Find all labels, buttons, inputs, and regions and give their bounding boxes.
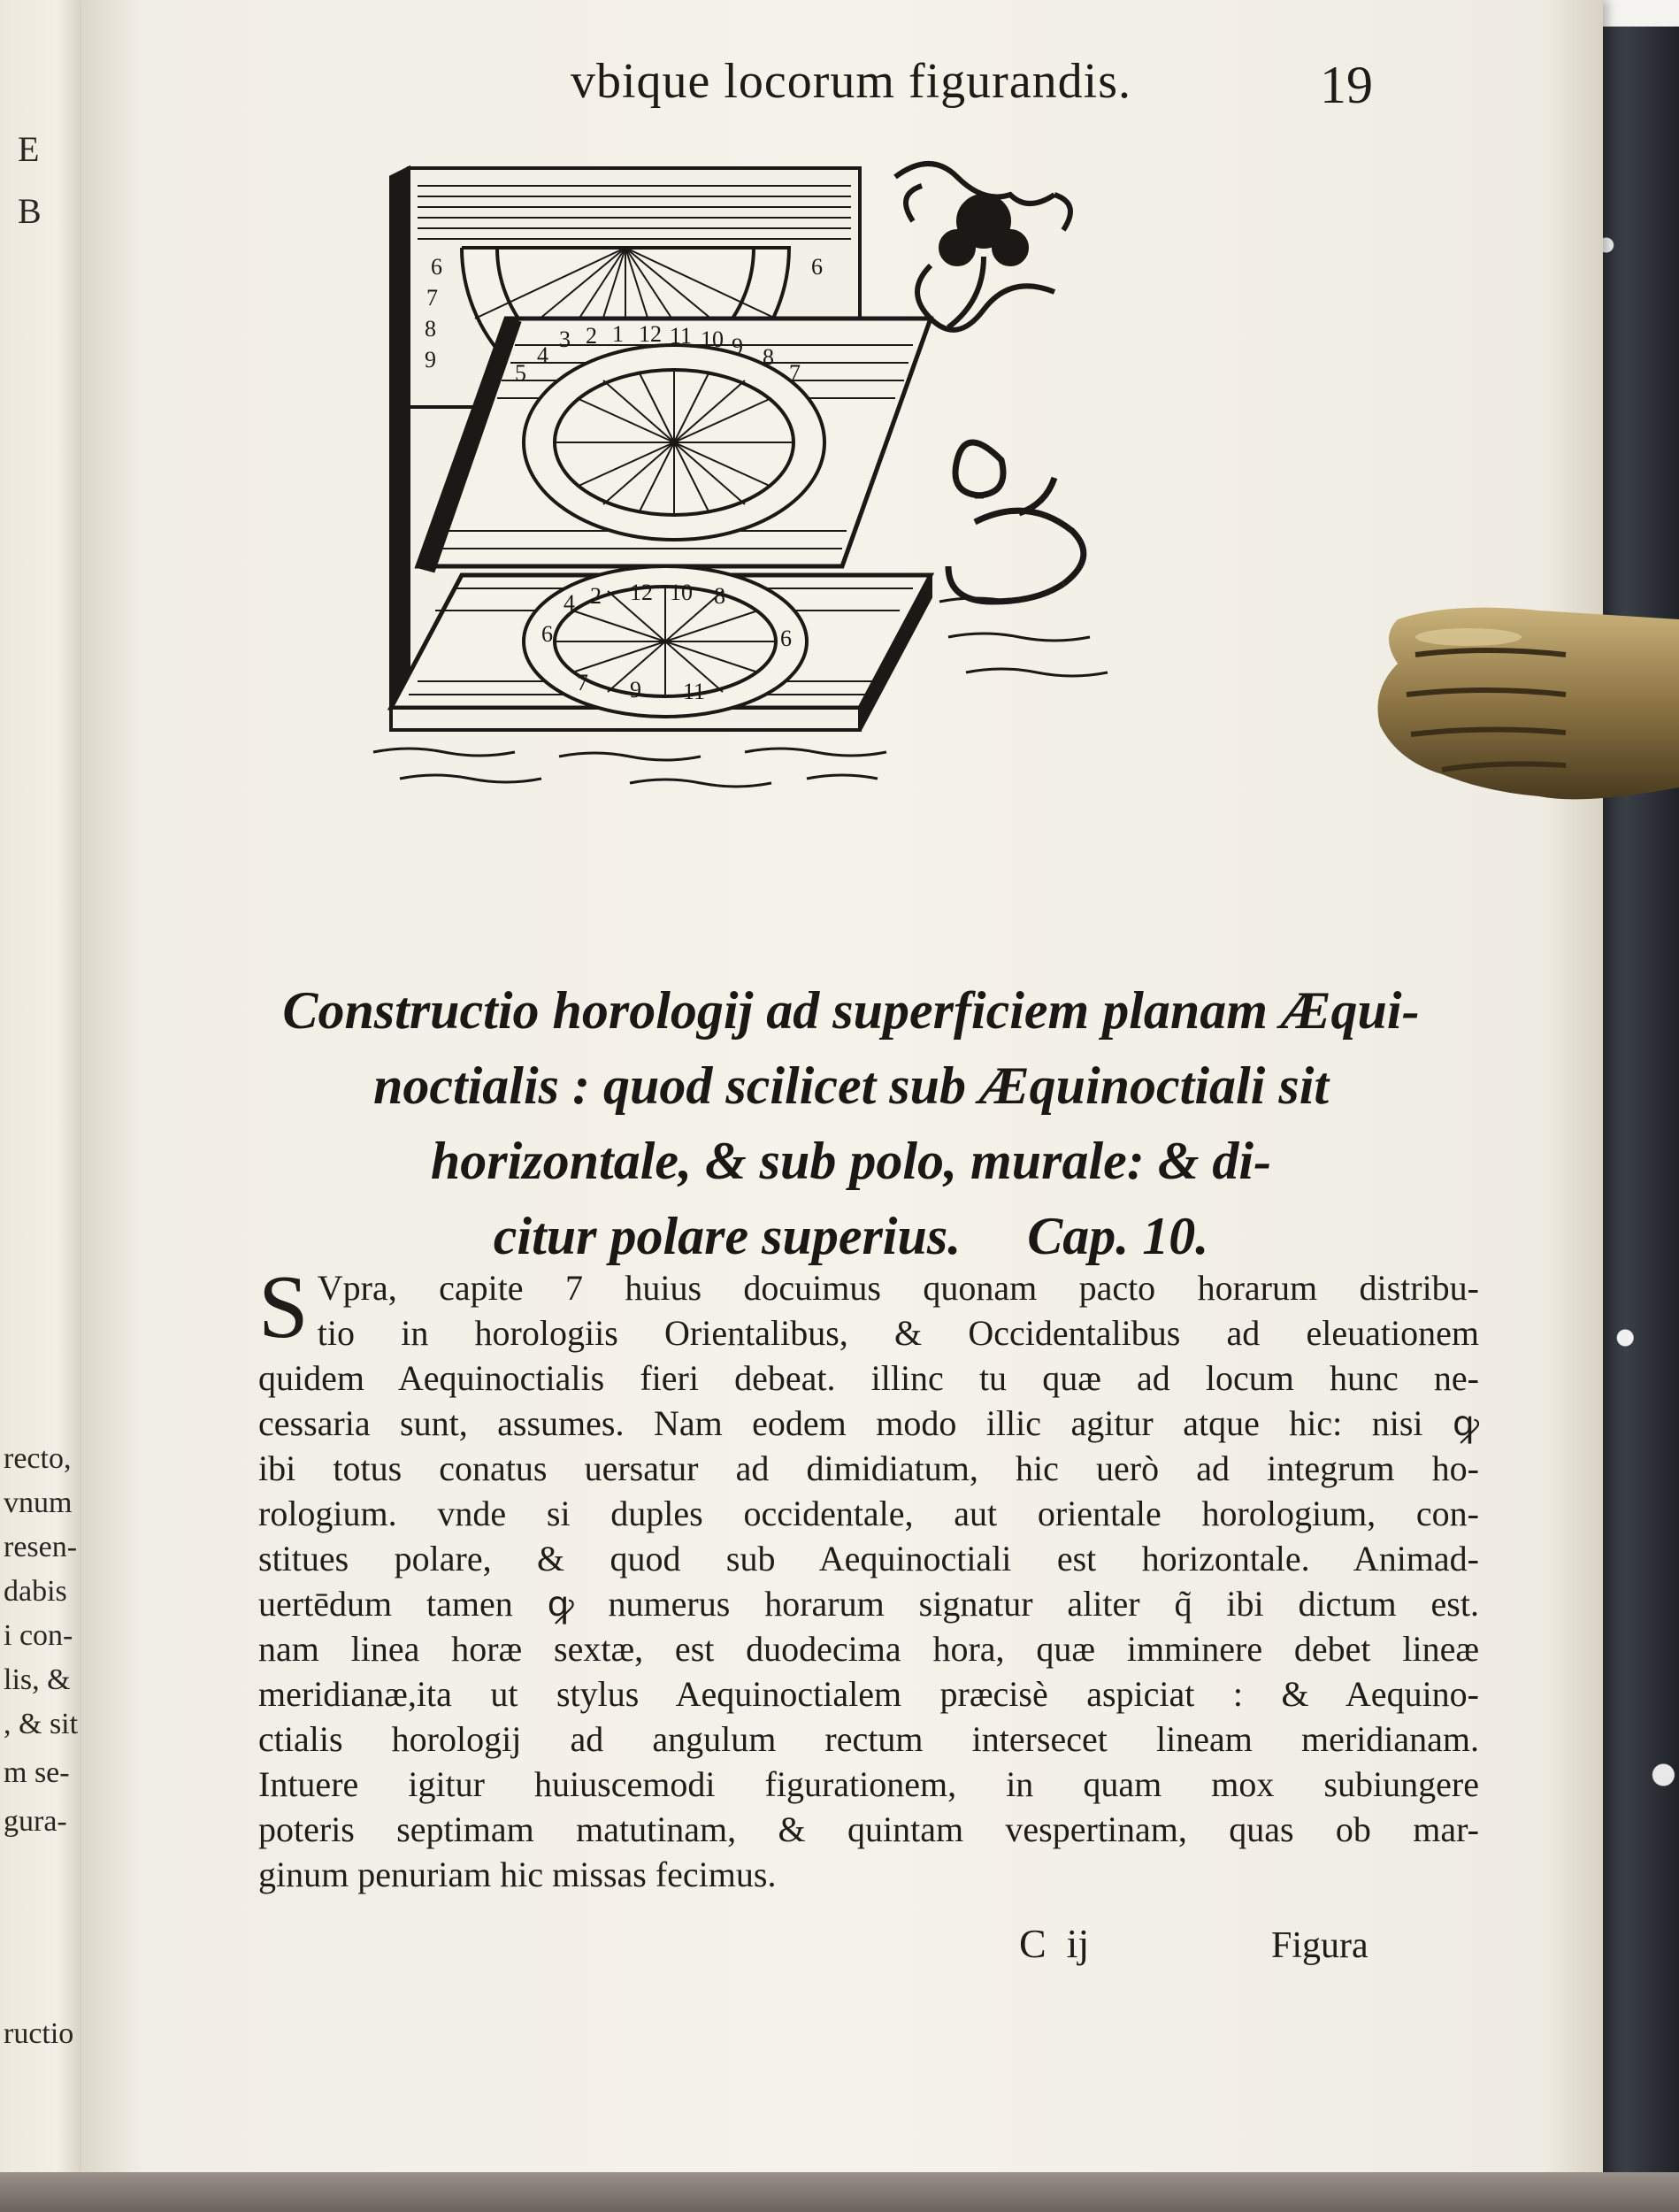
left-page-fragment: B: [18, 191, 42, 231]
body-line: meridianæ,ita ut stylus Aequinoctialem præcisè aspiciat : & Aequino-: [258, 1674, 1479, 1714]
left-page-fragment: dabis: [4, 1575, 67, 1608]
upper-dial-numerals: 1: [612, 321, 624, 347]
left-page-fragment: gura-: [4, 1805, 67, 1838]
chapter-title-line: noctialis : quod scilicet sub Æquinoctiali sit: [372, 1056, 1330, 1115]
body-line: stitues polare, & quod sub Aequinoctiali est horizontale. Animad-: [258, 1539, 1479, 1578]
lower-dial-numerals: 8: [714, 583, 725, 609]
upper-dial-numerals: 10: [701, 326, 724, 352]
lower-dial-numerals: 2: [590, 583, 602, 609]
drop-capital: S: [258, 1257, 309, 1357]
lower-dial-numerals: 9: [630, 677, 641, 703]
left-page-fragment: E: [18, 129, 40, 169]
left-page-fragment: i con-: [4, 1619, 73, 1652]
upper-dial-numerals: 9: [732, 334, 743, 359]
left-page-fragment: vnum: [4, 1486, 73, 1519]
vertical-dial-numerals: 6: [431, 254, 442, 280]
upper-dial-numerals: 8: [763, 344, 774, 370]
lower-dial-numerals: 4: [564, 590, 575, 616]
chapter-title-line: horizontale, & sub polo, murale: & di-: [430, 1132, 1272, 1190]
lower-dial-numerals: 11: [683, 679, 706, 704]
body-line: rologium. vnde si duples occidentale, aut orientale horologium, con-: [258, 1494, 1479, 1533]
vertical-dial-numerals: 8: [425, 316, 436, 342]
lower-dial-numerals: 10: [670, 580, 693, 605]
body-line: quidem Aequinoctialis fieri debeat. illinc tu quæ ad locum hunc ne-: [258, 1358, 1479, 1398]
body-line: ibi totus conatus uersatur ad dimidiatum, hic uerò ad integrum ho-: [258, 1448, 1479, 1488]
left-page-fragment: m se-: [4, 1756, 70, 1789]
signature-mark: C ij: [1019, 1921, 1090, 1966]
left-page-fragment: resen-: [4, 1531, 78, 1563]
chapter-title: [232, 973, 1470, 1274]
upper-dial-numerals: 5: [515, 360, 526, 386]
table-surface: [0, 2172, 1679, 2212]
book-page: [81, 0, 1603, 2185]
vertical-dial-numerals: 6: [811, 254, 823, 280]
left-page-fragment: lis, &: [4, 1663, 71, 1696]
lower-dial-numerals: 7: [577, 670, 588, 695]
upper-dial-numerals: 7: [789, 360, 801, 386]
body-line: cessaria sunt, assumes. Nam eodem modo illic agitur atque hic: nisi ꝙ: [258, 1403, 1479, 1443]
body-line: Vpra, capite 7 huius docuimus quonam pacto horarum distribu-: [317, 1268, 1479, 1308]
chapter-title-line: Constructio horologij ad superficiem planam Æqui-: [282, 981, 1420, 1040]
catchword: Figura: [1271, 1925, 1368, 1966]
left-page-fragment: recto,: [4, 1442, 72, 1475]
body-line: uertēdum tamen ꝙ numerus horarum signatur aliter q̃ ibi dictum est.: [258, 1584, 1479, 1624]
page-number: 19: [1320, 56, 1373, 114]
scroll-ornament: [948, 442, 1084, 602]
body-line: nam linea horæ sextæ, est duodecima hora, quæ imminere debet lineæ: [258, 1629, 1479, 1669]
upper-dial-numerals: 11: [670, 323, 693, 349]
upper-dial-numerals: 3: [559, 326, 571, 352]
upper-dial-numerals: 12: [639, 321, 662, 347]
brass-hand-weight: [1362, 584, 1679, 849]
body-line: Intuere igitur huiuscemodi figurationem, in quam mox subiungere: [258, 1764, 1479, 1804]
lower-dial-numerals: 12: [630, 580, 653, 605]
body-text: [258, 1257, 1479, 1897]
body-line: ginum penuriam hic missas fecimus.: [258, 1855, 777, 1894]
floral-ornament: [895, 164, 1070, 330]
body-line: poteris septimam matutinam, & quintam vespertinam, quas ob mar-: [258, 1809, 1479, 1849]
left-page-fragment: ructio: [4, 2017, 74, 2050]
chapter-title-line: citur polare superius. Cap. 10.: [493, 1207, 1209, 1265]
lower-dial-numerals: 6: [780, 626, 792, 651]
upper-dial-numerals: 2: [586, 323, 597, 349]
lower-dial-numerals: 6: [541, 621, 553, 647]
body-line: tio in horologiis Orientalibus, & Occidentalibus ad eleuationem: [317, 1313, 1479, 1353]
vertical-dial-numerals: 7: [426, 285, 438, 311]
sundial-woodcut: [364, 142, 1249, 938]
left-page-fragment: , & sit: [4, 1708, 79, 1740]
vertical-dial-numerals: 9: [425, 347, 436, 373]
running-head: vbique locorum figurandis.: [570, 54, 1132, 109]
left-page-edge: [0, 0, 83, 2212]
upper-dial-numerals: 4: [537, 342, 548, 368]
body-line: ctialis horologij ad angulum rectum intersecet lineam meridianam.: [258, 1719, 1479, 1759]
